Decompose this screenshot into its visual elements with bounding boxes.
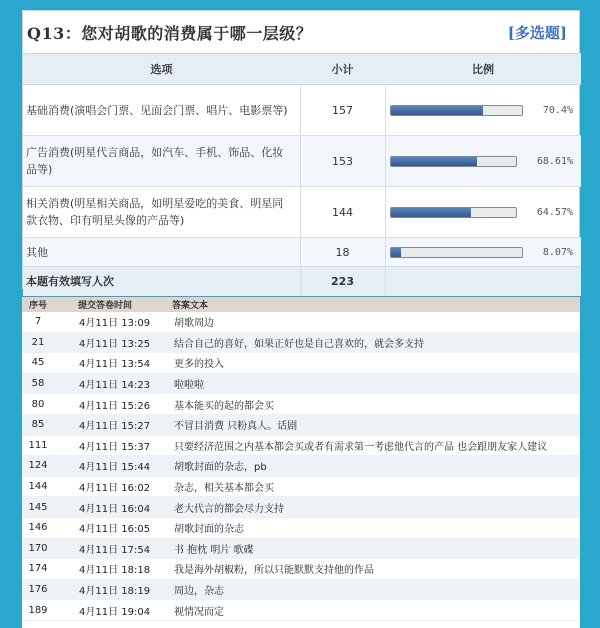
answer-row xyxy=(22,415,580,436)
serial-column-header: 序号 xyxy=(28,301,47,311)
ratio-percent: 70.4% xyxy=(542,104,573,116)
result-row xyxy=(23,136,581,187)
option-count: 144 xyxy=(300,187,385,238)
answer-time: 4月11日 15:27 xyxy=(79,421,151,433)
answer-text: 只要经济范围之内基本都会买或者有需求第一考虑他代言的产品 也会跟朋友家人建议 xyxy=(174,441,548,453)
results-table xyxy=(23,53,581,296)
result-row xyxy=(23,187,581,238)
answer-time: 4月11日 18:19 xyxy=(79,586,151,598)
multiple-choice-badge: [多选题] xyxy=(507,23,567,42)
option-count: 157 xyxy=(300,85,385,136)
option-count: 18 xyxy=(300,238,385,267)
answer-text: 周边，杂志 xyxy=(174,586,224,598)
survey-question-panel xyxy=(22,10,580,289)
ratio-bar xyxy=(390,105,523,116)
option-ratio xyxy=(385,238,581,267)
answer-serial: 21 xyxy=(31,336,45,348)
option-ratio xyxy=(385,136,581,187)
answer-text: 不冒目消费 只粉真人。话剧 xyxy=(174,421,298,433)
answer-row xyxy=(22,580,580,601)
answer-text: 结合自己的喜好，如果正好也是自己喜欢的，就会多支持 xyxy=(174,338,424,350)
answers-header-row xyxy=(22,297,580,312)
answer-row xyxy=(22,497,580,518)
option-label: 其他 xyxy=(23,238,300,267)
answer-row xyxy=(22,518,580,539)
answer-time: 4月11日 17:54 xyxy=(79,544,151,556)
answer-row xyxy=(22,600,580,621)
answer-text: 更多的投入 xyxy=(174,359,224,371)
answer-serial: 45 xyxy=(31,357,45,369)
question-header xyxy=(23,11,579,53)
answer-serial: 111 xyxy=(28,439,48,451)
question-title: Q13：您对胡歌的消费属于哪一层级？ xyxy=(27,23,313,43)
ratio-column-header: 比例 xyxy=(385,54,581,85)
ratio-bar-fill xyxy=(391,208,472,217)
answer-serial: 189 xyxy=(28,604,48,616)
count-column-header: 小计 xyxy=(300,54,385,85)
answer-serial: 85 xyxy=(31,419,45,431)
answer-serial: 58 xyxy=(31,378,45,390)
answer-row xyxy=(22,353,580,374)
result-row xyxy=(23,85,581,136)
ratio-percent: 8.07% xyxy=(542,246,573,258)
option-count: 153 xyxy=(300,136,385,187)
answer-text-column-header: 答案文本 xyxy=(172,301,209,311)
answer-serial: 176 xyxy=(28,584,48,596)
answer-serial: 7 xyxy=(34,316,42,328)
answer-row xyxy=(22,374,580,395)
answer-text: 基本能买的起的都会买 xyxy=(174,400,274,412)
answer-serial: 174 xyxy=(28,563,48,575)
ratio-percent: 68.61% xyxy=(536,155,573,167)
answer-time: 4月11日 15:37 xyxy=(79,441,151,453)
option-label: 相关消费(明星相关商品，如明星爱吃的美食、明星同款衣物、印有明星头像的产品等) xyxy=(23,187,300,238)
answers-list xyxy=(22,312,580,621)
answer-time: 4月11日 13:09 xyxy=(79,318,151,330)
answer-text: 我是海外胡椒粉，所以只能默默支持他的作品 xyxy=(174,565,374,577)
answer-time: 4月11日 15:44 xyxy=(79,462,151,474)
answer-row xyxy=(22,312,580,333)
result-row xyxy=(23,238,581,267)
answer-time: 4月11日 16:04 xyxy=(79,503,151,515)
answer-text: 胡歌周边 xyxy=(174,318,214,330)
answer-time: 4月11日 16:05 xyxy=(79,524,151,536)
answer-time: 4月11日 18:18 xyxy=(79,565,151,577)
total-count: 223 xyxy=(300,267,385,297)
option-label: 基础消费(演唱会门票、见面会门票、唱片、电影票等) xyxy=(23,85,300,136)
answer-serial: 170 xyxy=(28,542,48,554)
answer-row xyxy=(22,436,580,457)
ratio-bar xyxy=(390,247,523,258)
option-ratio xyxy=(385,187,581,238)
answer-text: 啦啦啦 xyxy=(174,380,204,392)
answer-text: 书 抱枕 明片 歌碟 xyxy=(174,544,254,556)
option-label: 广告消费(明星代言商品，如汽车、手机、饰品、化妆品等) xyxy=(23,136,300,187)
answer-row xyxy=(22,539,580,560)
ratio-bar-fill xyxy=(391,106,483,115)
answer-serial: 144 xyxy=(28,481,48,493)
answer-serial: 145 xyxy=(28,501,48,513)
answer-row xyxy=(22,394,580,415)
submit-time-column-header: 提交答卷时间 xyxy=(78,301,133,311)
total-label: 本题有效填写人次 xyxy=(23,267,300,297)
answer-text: 胡歌封面的杂志 xyxy=(174,524,244,536)
answer-text: 杂志，相关基本都会买 xyxy=(174,483,274,495)
answer-row xyxy=(22,333,580,354)
total-row xyxy=(23,267,581,297)
option-column-header: 选项 xyxy=(23,54,300,85)
ratio-bar xyxy=(390,207,517,218)
results-header-row xyxy=(23,54,581,85)
answer-serial: 124 xyxy=(28,460,48,472)
answer-serial: 80 xyxy=(31,398,45,410)
answer-text-panel xyxy=(22,297,580,628)
ratio-bar xyxy=(390,156,517,167)
answer-row xyxy=(22,559,580,580)
answer-text: 老大代言的都会尽力支持 xyxy=(174,503,284,515)
answer-time: 4月11日 16:02 xyxy=(79,483,151,495)
answer-row xyxy=(22,456,580,477)
answer-time: 4月11日 15:26 xyxy=(79,400,151,412)
ratio-bar-fill xyxy=(391,157,477,166)
option-ratio xyxy=(385,85,581,136)
answer-row xyxy=(22,477,580,498)
answer-time: 4月11日 13:25 xyxy=(79,338,151,350)
answer-time: 4月11日 14:23 xyxy=(79,380,151,392)
ratio-percent: 64.57% xyxy=(536,206,573,218)
total-ratio-empty xyxy=(385,267,581,297)
ratio-bar-fill xyxy=(391,248,402,257)
answer-text: 胡歌封面的杂志，pb xyxy=(174,462,267,474)
answer-text: 视情况而定 xyxy=(174,606,224,618)
answer-time: 4月11日 13:54 xyxy=(79,359,151,371)
answer-serial: 146 xyxy=(28,522,48,534)
answer-time: 4月11日 19:04 xyxy=(79,606,151,618)
